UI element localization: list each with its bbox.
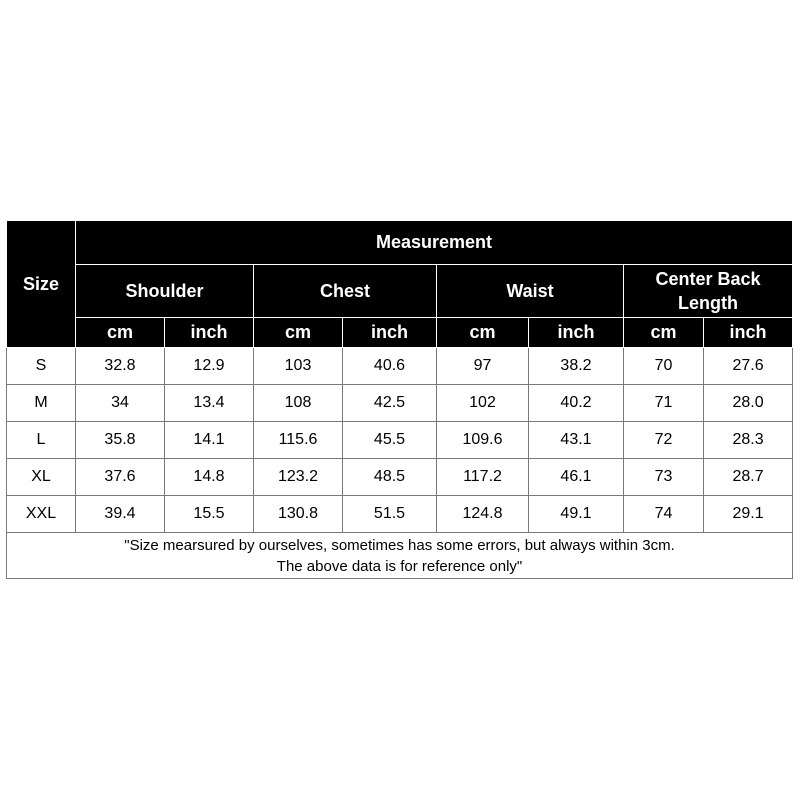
reference-note bbox=[7, 533, 793, 579]
table-cell: 46.1 bbox=[529, 459, 624, 496]
unit-header: inch bbox=[343, 318, 437, 348]
size-label: S bbox=[7, 348, 76, 385]
table-cell: 45.5 bbox=[343, 422, 437, 459]
note-line-1: "Size mearsured by ourselves, sometimes has some errors, but always within 3cm. bbox=[124, 536, 675, 554]
table-cell: 42.5 bbox=[343, 385, 437, 422]
table-cell: 103 bbox=[254, 348, 343, 385]
table-cell: 109.6 bbox=[437, 422, 529, 459]
table-cell: 49.1 bbox=[529, 496, 624, 533]
unit-header: inch bbox=[704, 318, 793, 348]
size-label: XXL bbox=[7, 496, 76, 533]
size-chart-table bbox=[6, 220, 793, 579]
table-cell: 29.1 bbox=[704, 496, 793, 533]
table-cell: 37.6 bbox=[76, 459, 165, 496]
table-cell: 14.1 bbox=[165, 422, 254, 459]
unit-header: inch bbox=[529, 318, 624, 348]
unit-header: inch bbox=[165, 318, 254, 348]
table-cell: 12.9 bbox=[165, 348, 254, 385]
note-line-2: The above data is for reference only" bbox=[276, 557, 523, 575]
table-cell: 130.8 bbox=[254, 496, 343, 533]
group-header-chest: Chest bbox=[254, 265, 437, 318]
size-label: M bbox=[7, 385, 76, 422]
table-cell: 102 bbox=[437, 385, 529, 422]
table-cell: 72 bbox=[624, 422, 704, 459]
size-label: XL bbox=[7, 459, 76, 496]
table-cell: 28.3 bbox=[704, 422, 793, 459]
table-cell: 28.7 bbox=[704, 459, 793, 496]
table-cell: 32.8 bbox=[76, 348, 165, 385]
size-chart-container bbox=[6, 220, 792, 579]
group-header-center-back-length: Center Back Length bbox=[624, 265, 793, 318]
table-cell: 27.6 bbox=[704, 348, 793, 385]
table-cell: 97 bbox=[437, 348, 529, 385]
table-cell: 40.2 bbox=[529, 385, 624, 422]
table-cell: 71 bbox=[624, 385, 704, 422]
table-cell: 117.2 bbox=[437, 459, 529, 496]
table-cell: 35.8 bbox=[76, 422, 165, 459]
table-row bbox=[7, 459, 793, 496]
table-cell: 15.5 bbox=[165, 496, 254, 533]
group-header-shoulder: Shoulder bbox=[76, 265, 254, 318]
table-cell: 74 bbox=[624, 496, 704, 533]
table-cell: 73 bbox=[624, 459, 704, 496]
table-cell: 51.5 bbox=[343, 496, 437, 533]
table-cell: 14.8 bbox=[165, 459, 254, 496]
group-header-waist: Waist bbox=[437, 265, 624, 318]
table-row bbox=[7, 348, 793, 385]
table-cell: 40.6 bbox=[343, 348, 437, 385]
table-cell: 13.4 bbox=[165, 385, 254, 422]
unit-header: cm bbox=[624, 318, 704, 348]
table-cell: 70 bbox=[624, 348, 704, 385]
size-label: L bbox=[7, 422, 76, 459]
measurement-header: Measurement bbox=[76, 221, 793, 265]
unit-header: cm bbox=[254, 318, 343, 348]
table-cell: 123.2 bbox=[254, 459, 343, 496]
table-cell: 48.5 bbox=[343, 459, 437, 496]
size-header: Size bbox=[7, 221, 76, 348]
table-cell: 34 bbox=[76, 385, 165, 422]
unit-header: cm bbox=[437, 318, 529, 348]
table-cell: 124.8 bbox=[437, 496, 529, 533]
table-row bbox=[7, 385, 793, 422]
table-cell: 108 bbox=[254, 385, 343, 422]
table-cell: 39.4 bbox=[76, 496, 165, 533]
table-row bbox=[7, 422, 793, 459]
table-row bbox=[7, 496, 793, 533]
table-cell: 38.2 bbox=[529, 348, 624, 385]
table-cell: 28.0 bbox=[704, 385, 793, 422]
unit-header: cm bbox=[76, 318, 165, 348]
table-cell: 43.1 bbox=[529, 422, 624, 459]
table-cell: 115.6 bbox=[254, 422, 343, 459]
